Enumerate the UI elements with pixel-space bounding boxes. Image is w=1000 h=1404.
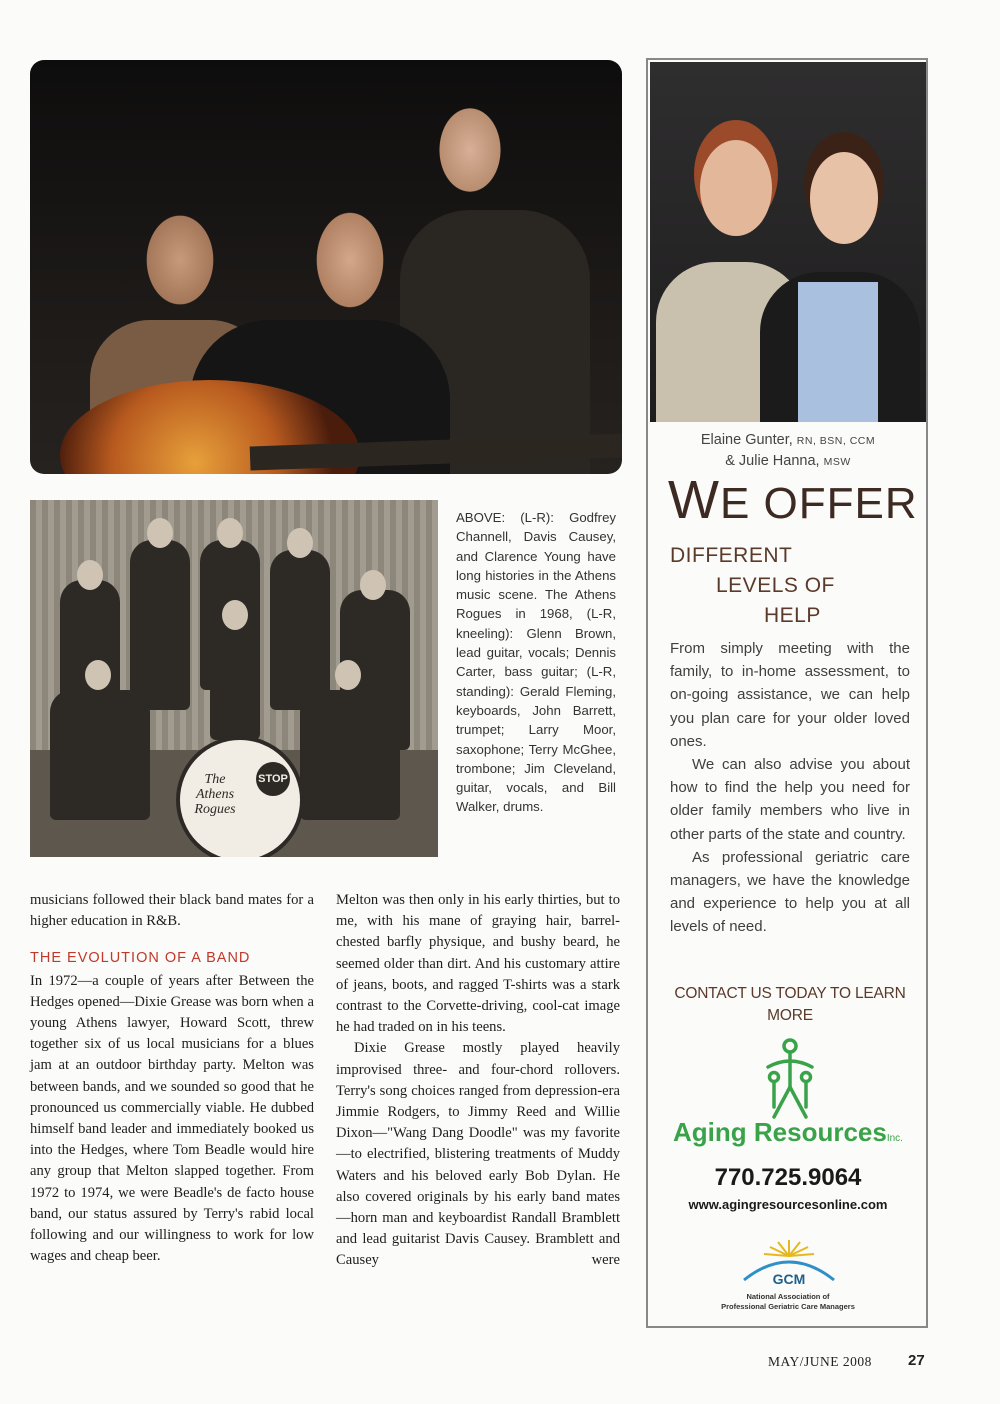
section-heading: THE EVOLUTION OF A BAND <box>30 950 251 967</box>
gcm-logo-icon <box>734 1236 844 1292</box>
ad-paragraph: From simply meeting with the family, to in-home assessment, to on-going assistance, we can help you plan care for your older loved ones. <box>670 640 910 750</box>
aging-resources-logo-icon <box>760 1037 820 1121</box>
band-logo-text: The Athens Rogues <box>194 772 236 817</box>
paragraph: In 1972—a couple of years after Between the Hedges opened—Dixie Grease was born when a young Athens lawyer, Howard Scott, threw together six of us local musicians for a blues jam at an outdoor birthday party. Melton was between bands, and we sounded so good that he pronounced us commercially viable. He dubbed himself band leader and immediately booked us into the Hedges, where Tom Beadle would hire any group that Melton slapped together. From 1972 to 1974, we were Beadle's de facto house band, our status assured by Terry's rabid local following and our willingness to work for low wages and cheap beer. <box>30 972 314 1265</box>
contact-cta: CONTACT US TODAY TO LEARN MORE <box>674 985 906 1024</box>
page-number: 27 <box>908 1352 925 1369</box>
ad-body <box>670 637 910 939</box>
ad-headline: WE OFFER <box>668 470 918 530</box>
gcm-tagline: National Association of Professional Geriatric Care Managers <box>721 1292 855 1311</box>
ad-subheadline-3: HELP <box>764 604 821 627</box>
ad-subheadline-1: DIFFERENT <box>670 544 793 567</box>
athens-rogues-photo <box>30 500 438 857</box>
stop-sign-icon: STOP <box>256 762 290 796</box>
ad-portrait-photo <box>650 62 926 422</box>
gcm-text: GCM <box>772 1271 806 1287</box>
issue-date: MAY/JUNE 2008 <box>768 1354 872 1369</box>
photo-caption: ABOVE: (L-R): Godfrey Channell, Davis Causey, and Clarence Young have long histories in the Athens music scene. The Athens Rogues in 1968, (L-R, kneeling): Glenn Brown, lead guitar, vocals; Dennis Carter, bass guitar; (L-R, standing): Gerald Fleming, keyboards, John Barrett, trumpet; Larry Moor, saxophone; Terry McGhee, trombone; Jim Cleveland, guitar, vocals, and Bill Walker, drums. <box>456 510 616 815</box>
paragraph: Melton was then only in his early thirties, but to me, with his mane of graying hair, barrel-chested barfly physique, and bushy beard, he seemed older than dirt. And his customary attire of jeans, boots, and ragged T-shirts was a stark contrast to the Corvette-driving, cool-cat image he had traded on in his teens. <box>336 892 620 1036</box>
ad-paragraph: We can also advise you about how to find the help you need for older family members who live in other parts of the state and country. <box>670 756 910 843</box>
phone-number[interactable]: 770.725.9064 <box>714 1164 862 1191</box>
ad-subheadline-2: LEVELS OF <box>716 574 835 597</box>
band-performance-photo <box>30 60 622 474</box>
article-column-2 <box>336 890 620 1272</box>
ad-paragraph: As professional geriatric care managers, we have the knowledge and experience to help you at all levels of need. <box>670 848 910 936</box>
company-name: Aging ResourcesInc. <box>673 1117 903 1147</box>
article-column-1 <box>30 890 314 1267</box>
ad-names: Elaine Gunter, RN, BSN, CCM & Julie Hanna, MSW <box>700 432 876 469</box>
website-link[interactable]: www.agingresourcesonline.com <box>688 1197 888 1212</box>
paragraph: Dixie Grease mostly played heavily improvised three- and four-chord rollovers. Terry's song choices ranged from depression-era Jimmie Rodgers, to Jimmy Reed and Willie Dixon—"Wang Dang Doodle" was my favorite—to electrified, blistering treatments of Muddy Waters and his beloved early Bob Dylan. He also covered originals by his early band mates—horn man and keyboardist Randall Bramblett and lead guitarist Davis Causey. Bramblett and Causey were <box>336 1040 620 1269</box>
paragraph: musicians followed their black band mates for a higher education in R&B. <box>30 892 314 930</box>
